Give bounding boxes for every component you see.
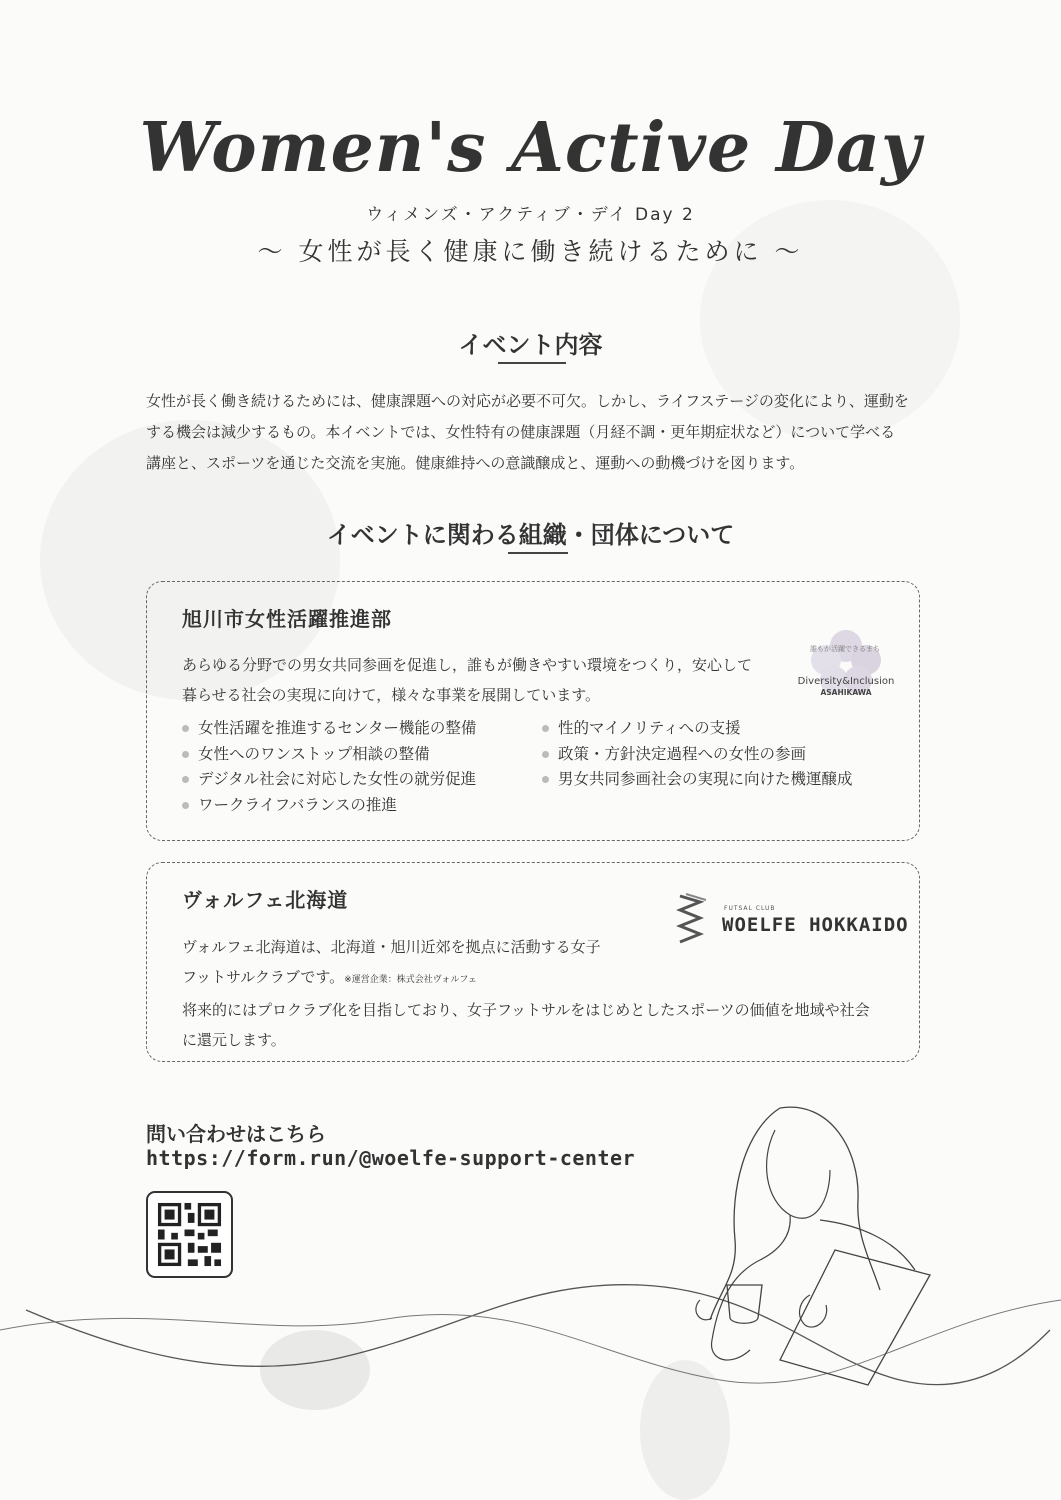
org-description-line: 将来的にはプロクラブ化を目指しており、女子フットサルをはじめとしたスポーツの価値を地域や社会 bbox=[182, 1001, 870, 1019]
logo-tagline: 誰もが活躍できるまち bbox=[810, 645, 880, 653]
list-item-text: デジタル社会に対応した女性の就労促進 bbox=[198, 770, 477, 788]
operator-note: ※運営企業：株式会社ヴォルフェ bbox=[344, 975, 477, 985]
org-description-line: ヴォルフェ北海道は、北海道・旭川近郊を拠点に活動する女子 bbox=[182, 938, 601, 956]
list-item-text: 女性へのワンストップ相談の整備 bbox=[198, 744, 430, 763]
list-item-text: 政策・方針決定過程への女性の参画 bbox=[558, 744, 807, 763]
event-description-line: する機会は減少するもの。本イベントでは、女性特有の健康課題（月経不調・更年期症状など）について学べる bbox=[146, 423, 896, 441]
org-name: ヴォルフェ北海道 bbox=[182, 888, 349, 912]
list-item-text: ワークライフバランスの推進 bbox=[198, 795, 397, 814]
logo-small-text: FUTSAL CLUB bbox=[724, 905, 776, 912]
list-item-text: 男女共同参画社会の実現に向けた機運醸成 bbox=[558, 770, 853, 788]
org-description-line: に還元します。 bbox=[182, 1031, 286, 1049]
list-item-text: 性的マイノリティへの支援 bbox=[558, 719, 741, 737]
org-description-line: 暮らせる社会の実現に向けて，様々な事業を展開しています。 bbox=[182, 686, 601, 704]
subtitle-tagline: ～ 女性が長く健康に働き続けるために ～ bbox=[257, 237, 804, 266]
org-description-text: フットサルクラブです。 bbox=[182, 968, 345, 986]
subtitle-reading: ウィメンズ・アクティブ・デイ Day 2 bbox=[366, 205, 695, 225]
event-description-line: 女性が長く働き続けるためには、健康課題への対応が必要不可欠。しかし、ライフステージの変化により、運動を bbox=[146, 392, 909, 410]
org-name: 旭川市女性活躍推進部 bbox=[182, 607, 392, 631]
event-description-line: 講座と、スポーツを通じた交流を実施。健康維持への意識醸成と、運動への動機づけを図ります。 bbox=[146, 454, 805, 472]
org-description-line: あらゆる分野での男女共同参画を促進し，誰もが働きやすい環境をつくり，安心して bbox=[182, 656, 753, 674]
event-heading: イベント内容 bbox=[458, 331, 603, 359]
contact-url-link[interactable]: https://form.run/@woelfe-support-center bbox=[146, 1146, 636, 1170]
logo-wordmark: WOELFE HOKKAIDO bbox=[722, 914, 909, 936]
contact-label: 問い合わせはこちら bbox=[146, 1122, 326, 1146]
logo-line: Diversity&Inclusion bbox=[797, 676, 895, 687]
orgs-heading: イベントに関わる組織・団体について bbox=[326, 521, 735, 549]
list-item-text: 女性活躍を推進するセンター機能の整備 bbox=[198, 719, 477, 737]
page-title: Women's Active Day bbox=[139, 108, 922, 188]
logo-line: ASAHIKAWA bbox=[820, 688, 872, 697]
